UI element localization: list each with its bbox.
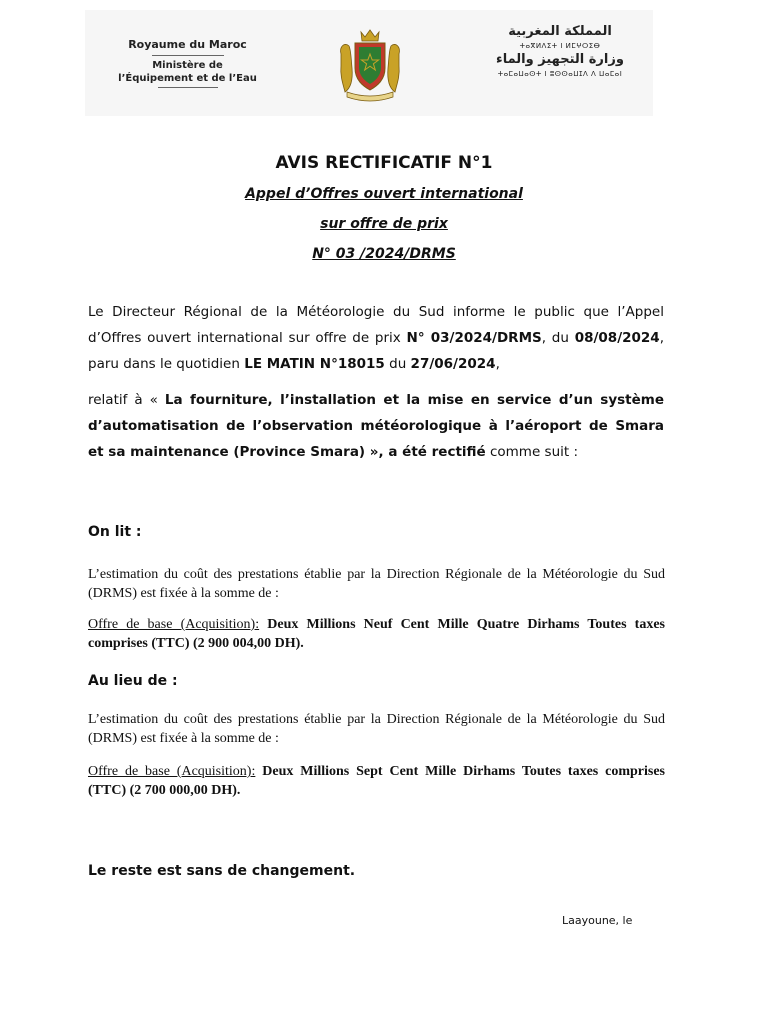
tender-number: N° 03 /2024/DRMS <box>312 246 456 262</box>
au-lieu-de-offer <box>88 762 665 800</box>
text-run: , du <box>541 330 575 346</box>
offer-amount: Deux Millions Neuf Cent Mille Quatre Dirhams Toutes taxes comprises (TTC) (2 900 004,00 DH). <box>88 617 665 651</box>
au-lieu-de-heading: Au lieu de : <box>88 673 178 689</box>
ministry-name-line1: Ministère de <box>152 60 223 71</box>
offer-label: Offre de base (Acquisition): <box>88 764 256 779</box>
intro-paragraph <box>88 299 664 377</box>
notice-subtitle: sur offre de prix <box>320 216 448 232</box>
text-run: relatif à « <box>88 392 165 408</box>
divider <box>158 87 218 88</box>
arabic-kingdom: المملكة المغربية <box>508 24 612 39</box>
letterhead-french <box>85 38 290 91</box>
publication-date: 27/06/2024 <box>410 356 496 372</box>
on-lit-offer <box>88 615 665 653</box>
tifinagh-kingdom: ⵜⴰⴳⵍⴷⵉⵜ ⵏ ⵍⵎⵖⵔⵉⴱ <box>519 42 601 50</box>
notice-subtitle: Appel d’Offres ouvert international <box>245 186 523 202</box>
offer-amount: Deux Millions Sept Cent Mille Dirhams Toutes taxes comprises (TTC) (2 700 000,00 DH). <box>88 764 665 798</box>
letterhead-arabic-tifinagh <box>485 24 635 80</box>
text-run: Le Directeur Régional de la Météorologie du Sud informe le public que l’Appel d’Offres ouvert international sur offre de prix <box>88 304 664 346</box>
newspaper-issue: LE MATIN N°18015 <box>244 356 385 372</box>
ministry-name-line2: l’Équipement et de l’Eau <box>118 73 257 84</box>
text-run: , paru dans le quotidien <box>88 330 664 372</box>
subject-description: La fourniture, l’installation et la mise en service d’un système d’automatisation de l’observation météorologique à l’aéroport de Smara et sa maintenance (Province Smara) », a été rectifié <box>88 392 664 460</box>
offer-label: Offre de base (Acquisition): <box>88 617 260 632</box>
kingdom-name: Royaume du Maroc <box>128 38 247 51</box>
tender-reference: N° 03/2024/DRMS <box>406 330 542 346</box>
on-lit-heading: On lit : <box>88 524 142 540</box>
letterhead <box>85 10 653 116</box>
closing-statement: Le reste est sans de changement. <box>88 863 356 879</box>
place-date: Laayoune, le <box>562 914 633 927</box>
tifinagh-ministry: ⵜⴰⵎⴰⵡⴰⵙⵜ ⵏ ⵓⵙⵙⴰⵡⵊⴷ ⴷ ⵡⴰⵎⴰⵏ <box>497 70 623 78</box>
on-lit-estimation: L’estimation du coût des prestations établie par la Direction Régionale de la Météorologie du Sud (DRMS) est fixée à la somme de : <box>88 567 665 601</box>
arabic-ministry: وزارة التجهيز والماء <box>496 52 624 67</box>
coat-of-arms-icon <box>335 26 405 104</box>
text-run: du <box>384 356 411 372</box>
text-run: , <box>495 356 500 372</box>
text-run: comme suit : <box>485 444 579 460</box>
subject-paragraph <box>88 387 664 465</box>
tender-date: 08/08/2024 <box>574 330 660 346</box>
notice-title: AVIS RECTIFICATIF N°1 <box>275 153 493 173</box>
divider <box>152 55 224 56</box>
au-lieu-de-estimation: L’estimation du coût des prestations établie par la Direction Régionale de la Météorologie du Sud (DRMS) est fixée à la somme de : <box>88 712 665 746</box>
